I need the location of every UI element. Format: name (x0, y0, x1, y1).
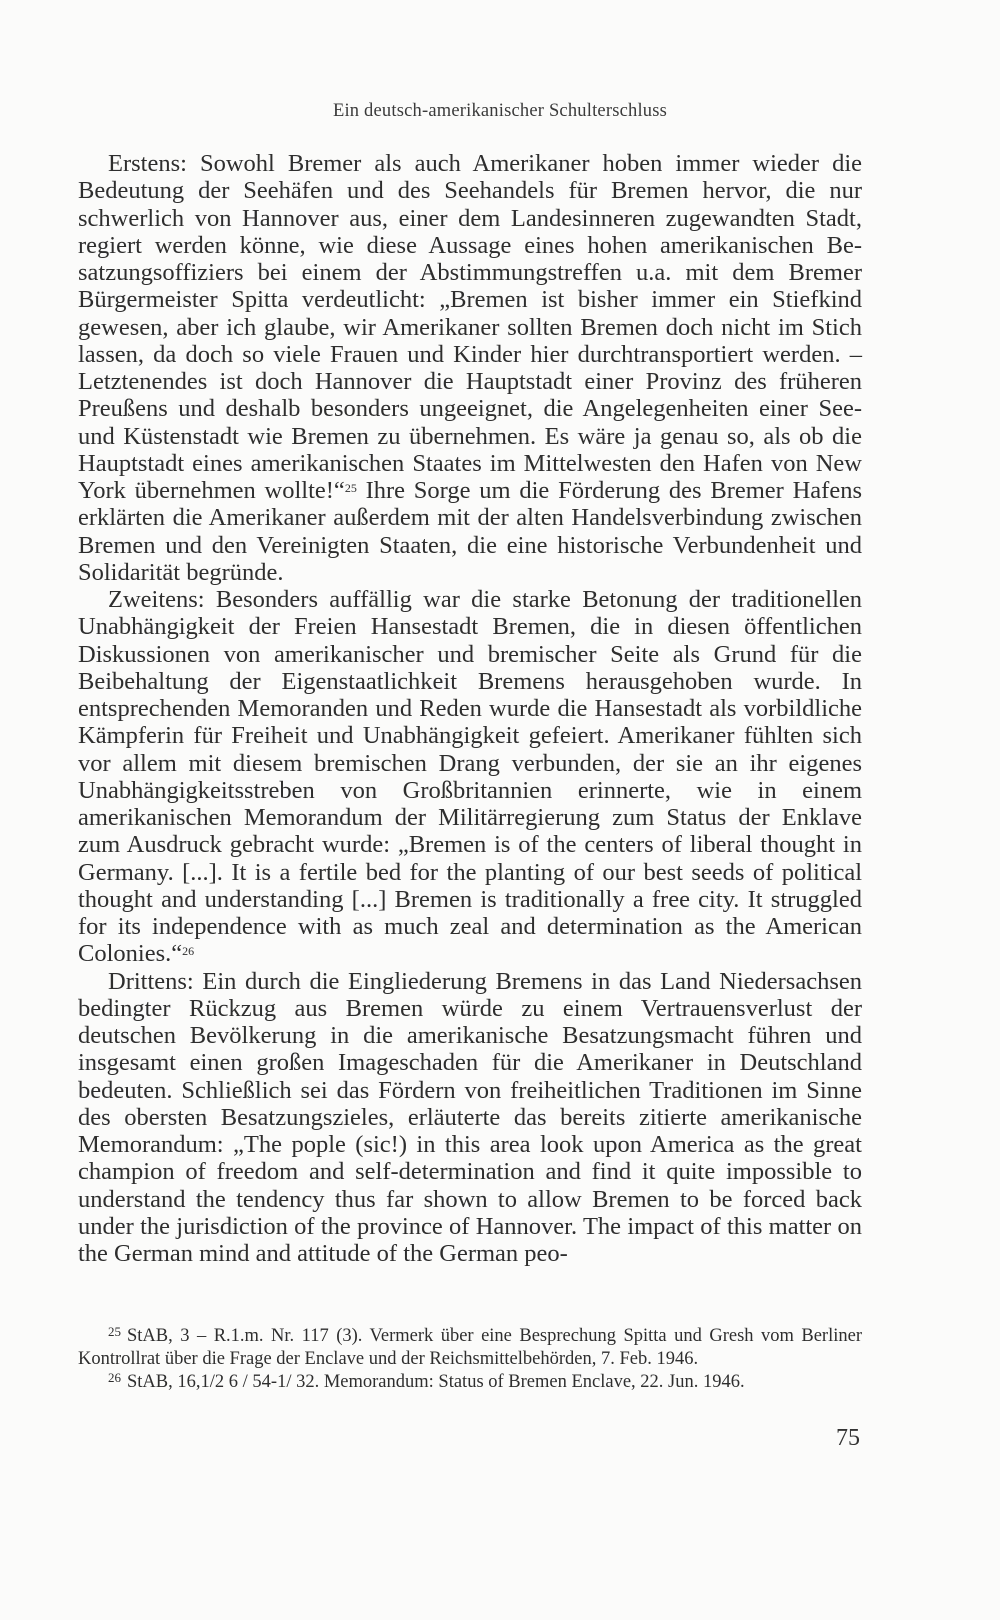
footnote-reference: 26 (182, 944, 195, 959)
footnotes (78, 1325, 862, 1394)
paragraph-text: Zweitens: Besonders auffällig war die starke Betonung der traditionellen Unabhängigkeit der Freien Hansestadt Bremen, die in diesen öffentlichen Diskussionen von amerikanischer und bremischer Seite als Grund für die Beibehaltung der Eigenstaatlichkeit Bremens herausgehoben wurde. In entsprechenden Memoranden und Reden wurde die Hansestadt als vorbildliche Kämpferin für Freiheit und Unabhängigkeit gefeiert. Amerikaner fühlten sich vor allem mit diesem bremischen Drang verbunden, der sie an ihr eigenes Unabhängigkeitsstreben von Großbritannien erinnerte, wie in einem amerikanischen Memorandum der Militärregierung zum Status der Enklave zum Ausdruck gebracht wurde: „Bremen is of the centers of liberal thought in Germany. [...]. It is a fertile bed for the planting of our best seeds of political thought and understanding [...] Bremen is traditionally a free city. It struggled for its independence with as much zeal and determination as the American Colonies.“ (78, 586, 862, 968)
footnote-number: 25 (108, 1324, 121, 1339)
body-text (78, 150, 862, 1267)
footnote-reference: 25 (344, 481, 357, 495)
paragraph-1 (78, 150, 862, 586)
paragraph-text: Drittens: Ein durch die Eingliederung Bremens in das Land Niedersachsen bedingter Rückzug aus Bremen würde zu einem Vertrauensverlust der deutschen Bevölkerung in die amerikanische Besatzungsmacht führen und insgesamt einen großen Imageschaden für die Amerikaner in Deutschland bedeuten. Schließlich sei das Fördern von freiheitlichen Traditionen im Sinne des obersten Besatzungszieles, erläuterte das bereits zitierte amerikanische Memorandum: „The pople (sic!) in this area look upon America as the great champion of freedom and self-determination and find it quite impossible to understand the tendency thus far shown to allow Bremen to be forced back under the jurisdiction of the province of Hannover. The impact of this matter on the German mind and attitude of the German peo- (78, 967, 862, 1267)
page-number: 75 (836, 1425, 860, 1451)
paragraph-2 (78, 586, 862, 968)
footnote-text: StAB, 3 – R.1.m. Nr. 117 (3). Vermerk über eine Besprechung Spitta und Gresh vom Berliner Kontrollrat über die Frage der Enclave und der Reichsmittelbehörden, 7. Feb. 1946. (78, 1326, 862, 1369)
running-head: Ein deutsch-amerikanischer Schulterschluss (332, 101, 668, 121)
paragraph-text: Ihre Sorge um die Förderung des Bremer Hafens erklärten die Amerikaner außerdem mit der alten Handelsverbindung zwischen Bremen und den Vereinigten Staaten, die eine historische Verbundenheit und Solidarität begründe. (78, 477, 862, 586)
paragraph-3 (78, 968, 862, 1268)
footnote-25 (78, 1325, 862, 1371)
paragraph-text: Erstens: Sowohl Bremer als auch Amerikaner hoben immer wieder die Bedeutung der Seehäfen und des Seehandels für Bremen hervor, die nur schwerlich von Hannover aus, einer dem Landesinneren zugewandten Stadt, regiert werden könne, wie diese Aussage eines hohen amerikanischen Besatzungsoffiziers bei einem der Abstimmungstreffen u.a. mit dem Bremer Bürgermeister Spitta verdeutlicht: „Bremen ist bisher immer ein Stiefkind gewesen, aber ich glaube, wir Amerikaner sollten Bremen doch nicht im Stich lassen, da doch so viele Frauen und Kinder hier durchtransportiert werden. – Letztenendes ist doch Hannover die Hauptstadt einer Provinz des früheren Preußens und deshalb besonders ungeeignet, die Angelegenheiten einer See- und Küstenstadt wie Bremen zu übernehmen. Es wäre ja genau so, als ob die Hauptstadt eines amerikanischen Staates im Mittelwesten den Hafen von New York übernehmen wollte!“ (78, 150, 862, 504)
footnote-number: 26 (108, 1370, 121, 1385)
footnote-26 (78, 1371, 862, 1394)
footnote-text: StAB, 16,1/2 6 / 54-1/ 32. Memorandum: Status of Bremen Enclave, 22. Jun. 1946. (127, 1372, 745, 1392)
